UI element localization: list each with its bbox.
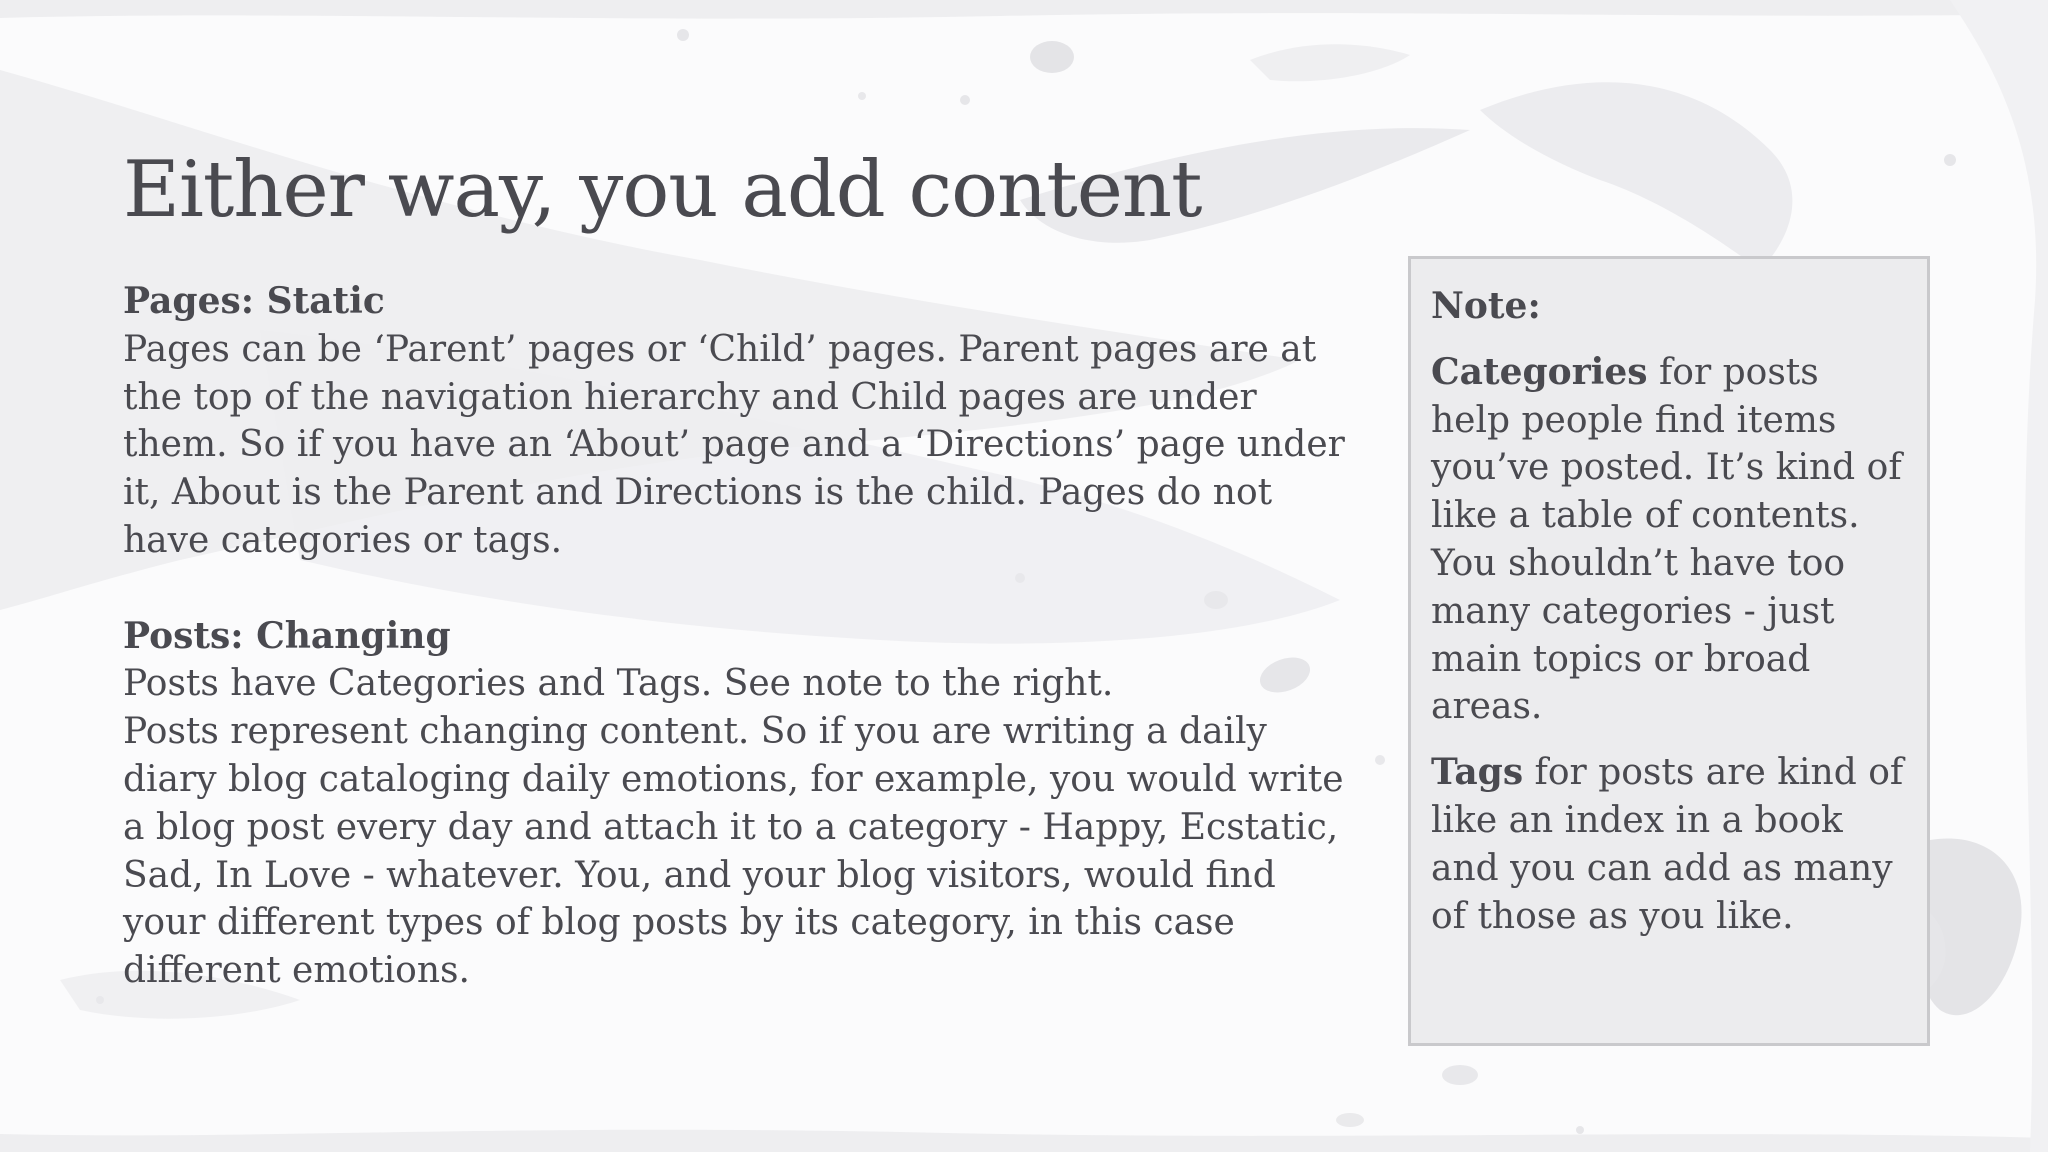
pages-heading: Pages: Static xyxy=(123,280,385,322)
main-content xyxy=(123,278,1368,995)
slide-title: Either way, you add content xyxy=(123,145,1202,235)
posts-summary: Posts have Categories and Tags. See note to the right. xyxy=(123,663,1114,705)
note-box xyxy=(1408,256,1930,1046)
categories-term: Categories xyxy=(1431,350,1648,393)
note-tags xyxy=(1431,749,1907,940)
posts-heading: Posts: Changing xyxy=(123,614,451,657)
note-title: Note: xyxy=(1431,285,1541,327)
tags-text: for posts are kind of like an index in a book and you can add as many of those as you like. xyxy=(1431,752,1904,937)
tags-term: Tags xyxy=(1431,751,1524,794)
note-categories xyxy=(1431,349,1907,731)
posts-description: Posts represent changing content. So if you are writing a daily diary blog cataloging daily emotions, for example, you would write a blog post every day and attach it to a category - Happy, Ecstatic, Sad, In Love - whatever. You, and your blog visitors, would find your different types of blog posts by its category, in this case different emotions. xyxy=(123,711,1344,992)
section-spacer xyxy=(123,565,1368,613)
categories-text: for posts help people find items you’ve posted. It’s kind of like a table of contents. You shouldn’t have too many categories - just main topics or broad areas. xyxy=(1431,351,1902,728)
pages-description: Pages can be ‘Parent’ pages or ‘Child’ pages. Parent pages are at the top of the navigation hierarchy and Child pages are under them. So if you have an ‘About’ page and a ‘Directions’ page under it, About is the Parent and Directions is the child. Pages do not have categories or tags. xyxy=(123,328,1345,561)
